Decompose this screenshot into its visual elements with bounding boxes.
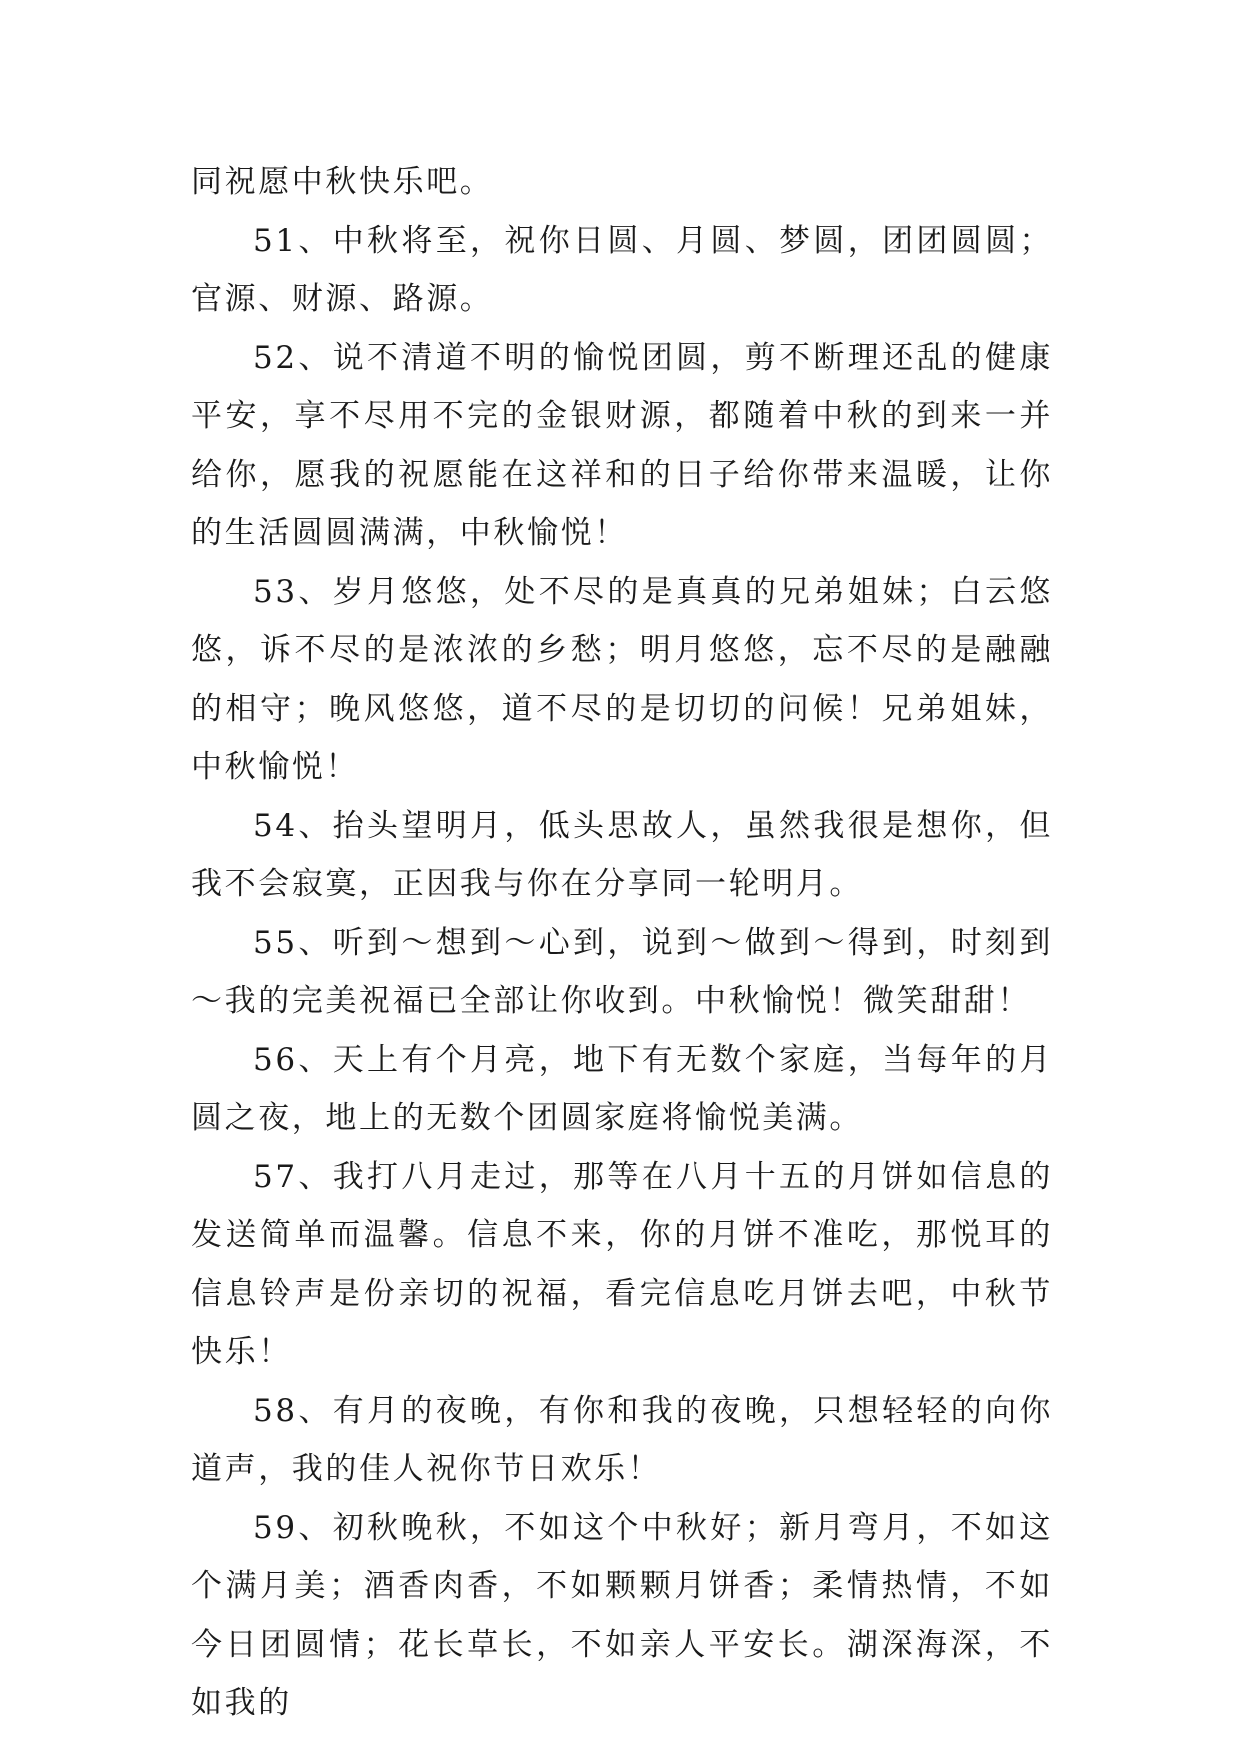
paragraph-55: 55、听到～想到～心到，说到～做到～得到，时刻到～我的完美祝福已全部让你收到。中秋愉悦！微笑甜甜！ <box>191 924 1053 1019</box>
document-body <box>191 153 1053 1733</box>
paragraph-53: 53、岁月悠悠，处不尽的是真真的兄弟姐妹；白云悠悠，诉不尽的是浓浓的乡愁；明月悠悠，忘不尽的是融融的相守；晚风悠悠，道不尽的是切切的问候！兄弟姐妹，中秋愉悦！ <box>191 573 1053 785</box>
paragraph-58: 58、有月的夜晚，有你和我的夜晚，只想轻轻的向你道声，我的佳人祝你节日欢乐！ <box>191 1392 1053 1487</box>
paragraph-56: 56、天上有个月亮，地下有无数个家庭，当每年的月圆之夜，地上的无数个团圆家庭将愉悦美满。 <box>191 1041 1053 1136</box>
paragraph-51: 51、中秋将至，祝你日圆、月圆、梦圆，团团圆圆；官源、财源、路源。 <box>191 222 1053 317</box>
paragraph-59: 59、初秋晚秋，不如这个中秋好；新月弯月，不如这个满月美；酒香肉香，不如颗颗月饼香；柔情热情，不如今日团圆情；花长草长，不如亲人平安长。湖深海深，不如我的 <box>191 1509 1053 1721</box>
paragraph-57: 57、我打八月走过，那等在八月十五的月饼如信息的发送简单而温馨。信息不来，你的月饼不准吃，那悦耳的信息铃声是份亲切的祝福，看完信息吃月饼去吧，中秋节快乐！ <box>191 1158 1053 1370</box>
paragraph-54: 54、抬头望明月，低头思故人，虽然我很是想你，但我不会寂寞，正因我与你在分享同一轮明月。 <box>191 807 1053 902</box>
paragraph-continuation: 同祝愿中秋快乐吧。 <box>191 164 494 200</box>
paragraph-52: 52、说不清道不明的愉悦团圆，剪不断理还乱的健康平安，享不尽用不完的金银财源，都随着中秋的到来一并给你，愿我的祝愿能在这祥和的日子给你带来温暖，让你的生活圆圆满满，中秋愉悦！ <box>191 339 1053 551</box>
